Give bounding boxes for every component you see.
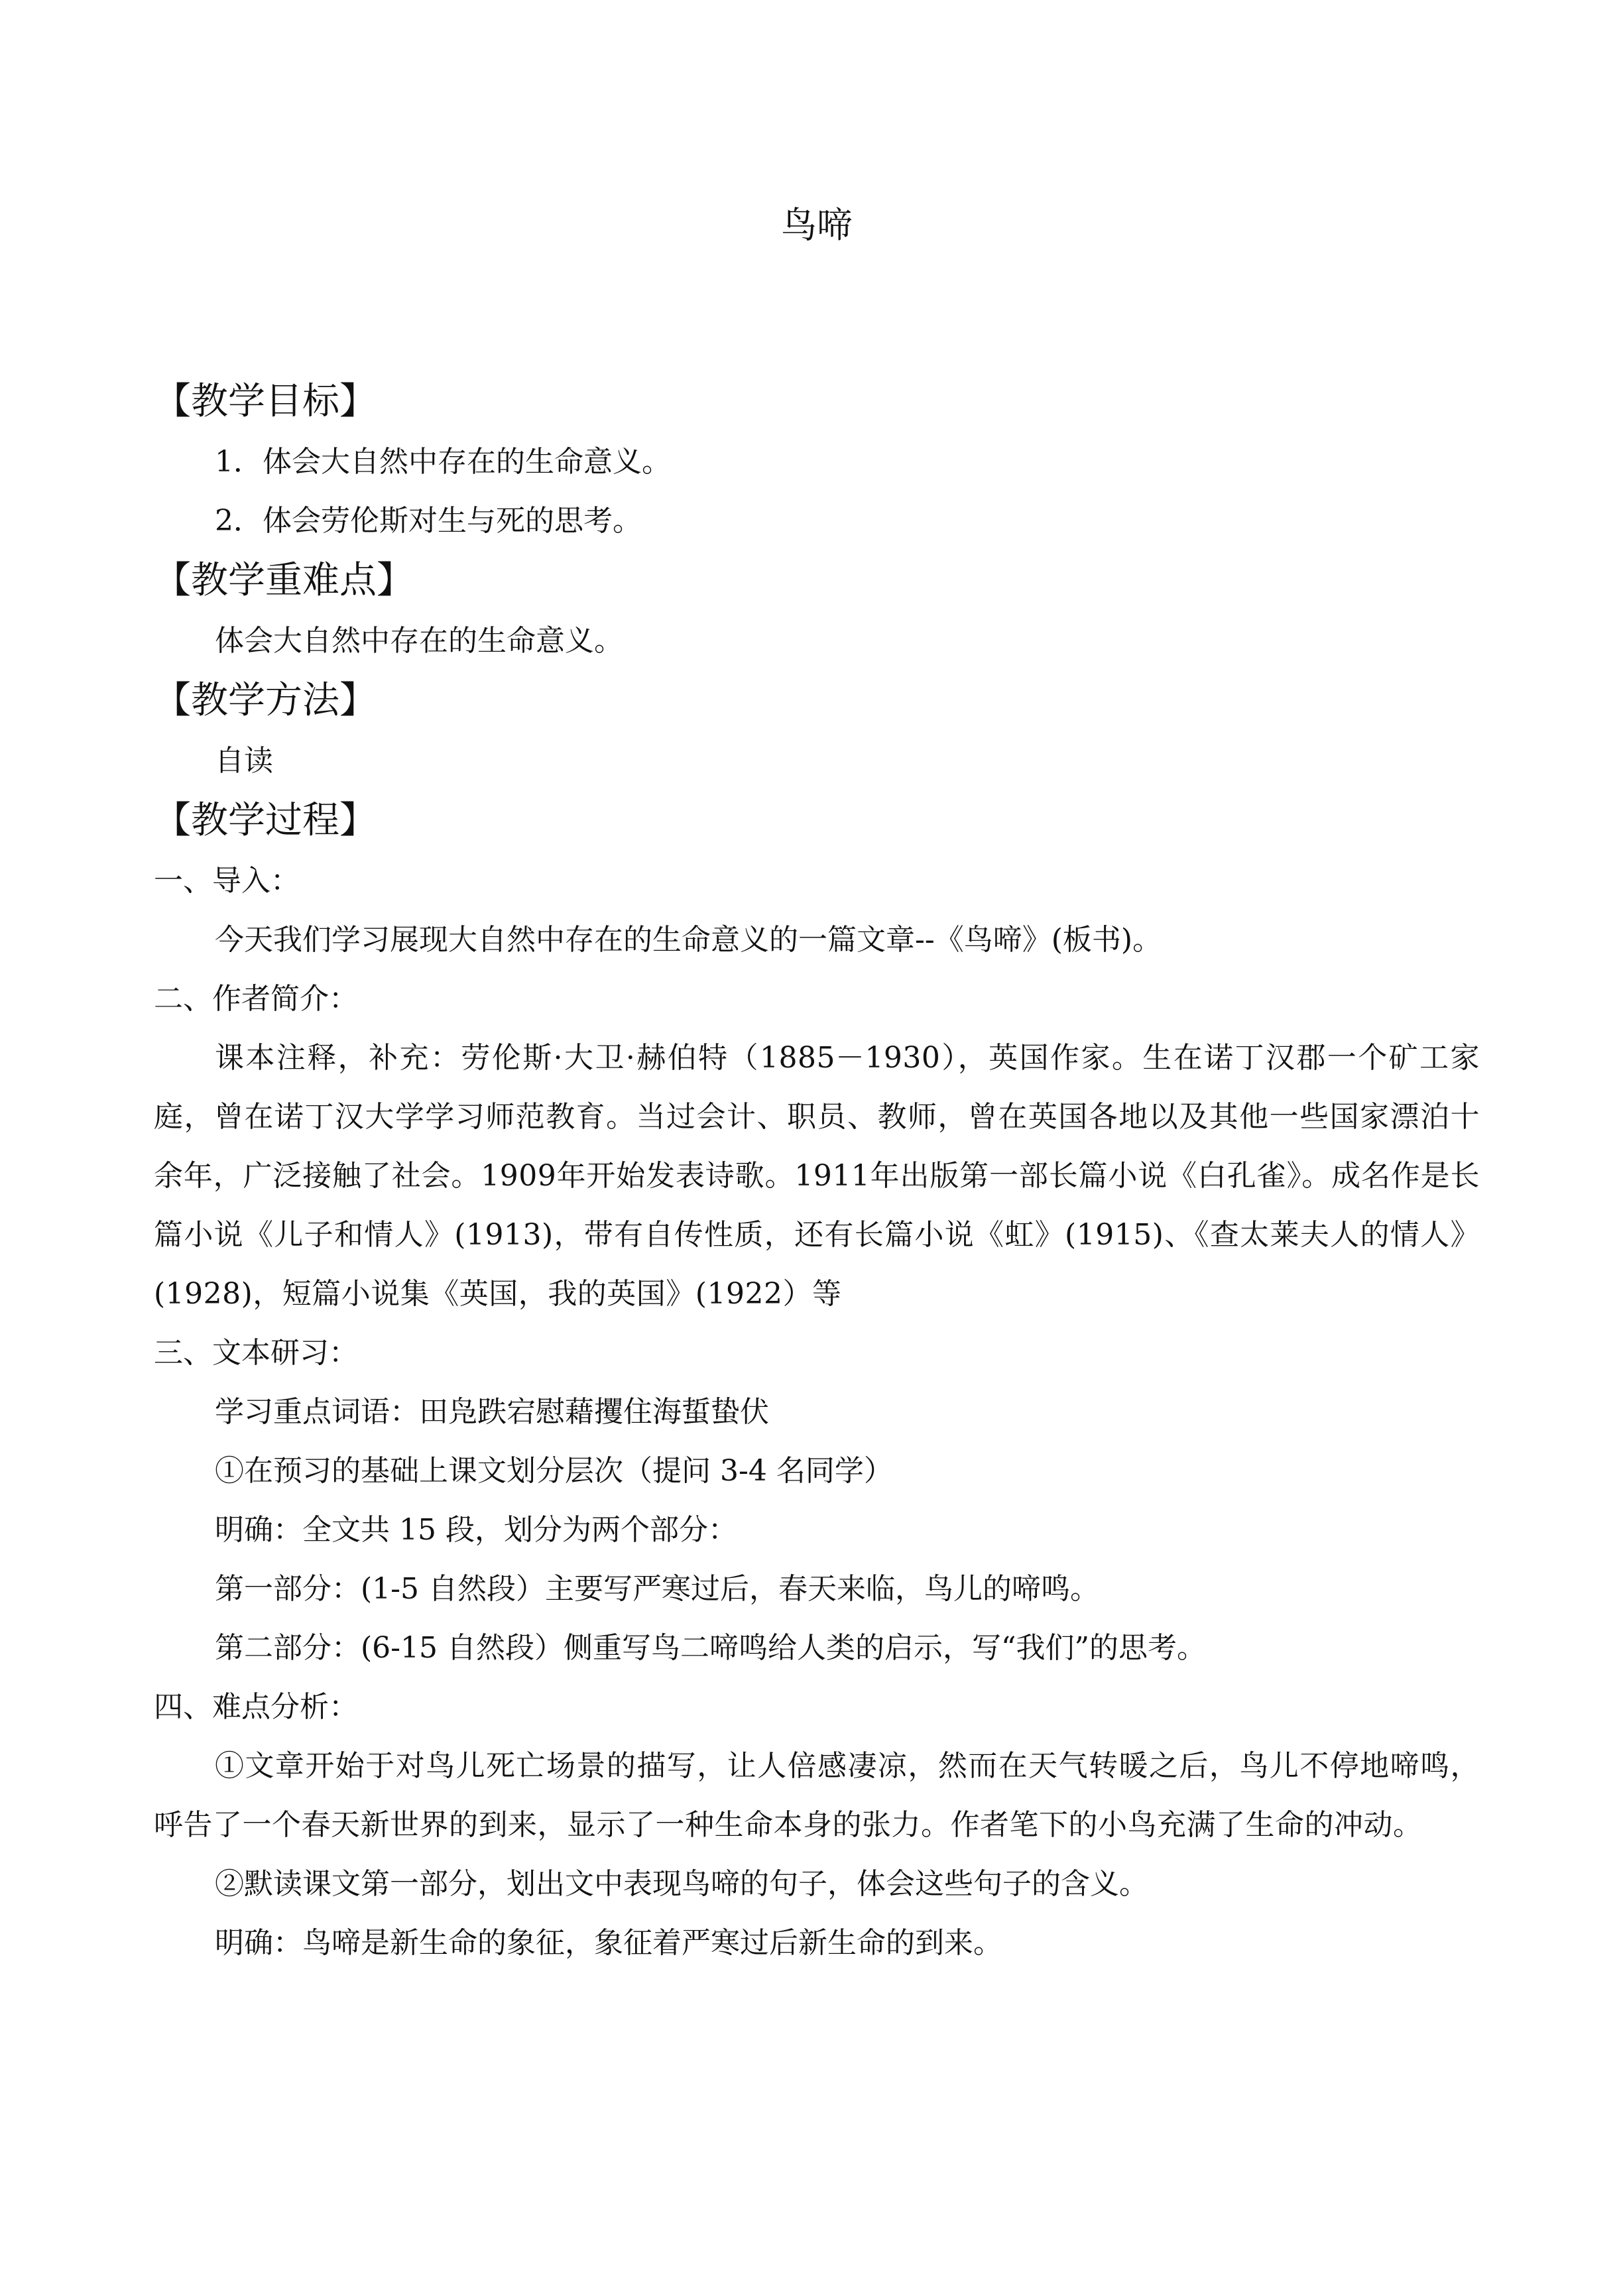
objective-item-1: 1．体会大自然中存在的生命意义。 [215, 445, 671, 479]
heading-key-points: 【教学重难点】 [154, 559, 414, 602]
study-line-4: 第一部分：(1-5 自然段）主要写严寒过后，春天来临，鸟儿的啼鸣。 [215, 1572, 1100, 1606]
objective-item-2: 2．体会劳伦斯对生与死的思考。 [215, 504, 642, 538]
key-points-text: 体会大自然中存在的生命意义。 [215, 624, 623, 658]
section-author-label: 二、作者简介： [154, 982, 358, 1016]
study-line-2: ①在预习的基础上课文划分层次（提问 3-4 名同学） [215, 1454, 893, 1488]
study-line-1: 学习重点词语：田凫跌宕慰藉攫住海蜇蛰伏 [215, 1395, 769, 1429]
analysis-paragraph-1: ①文章开始于对鸟儿死亡场景的描写，让人倍感凄凉，然而在天气转暖之后，鸟儿不停地啼鸣，呼告了一个春天新世界的到来，显示了一种生命本身的张力。作者笔下的小鸟充满了生命的冲动。 [154, 1749, 1480, 1842]
section-intro-text: 今天我们学习展现大自然中存在的生命意义的一篇文章--《鸟啼》(板书)。 [215, 923, 1162, 957]
heading-methods: 【教学方法】 [154, 679, 377, 722]
methods-text: 自读 [215, 744, 273, 778]
study-line-5: 第二部分：(6-15 自然段）侧重写鸟二啼鸣给人类的启示，写“我们”的思考。 [215, 1631, 1206, 1665]
analysis-line-2: ②默读课文第一部分，划出文中表现鸟啼的句子，体会这些句子的含义。 [215, 1867, 1148, 1901]
section-analysis-label: 四、难点分析： [154, 1690, 358, 1724]
section-author-text: 课本注释，补充：劳伦斯·大卫·赫伯特（1885－1930），英国作家。生在诺丁汉郡一个矿工家庭，曾在诺丁汉大学学习师范教育。当过会计、职员、教师，曾在英国各地以及其他一些国家漂泊十余年，广泛接触了社会。1909年开始发表诗歌。1911年出版第一部长篇小说《白孔雀》。成名作是长篇小说《儿子和情人》(1913)，带有自传性质，还有长篇小说《虹》(1915)、《查太莱夫人的情人》(1928)，短篇小说集《英国，我的英国》(1922）等 [154, 1041, 1480, 1311]
document-page [154, 199, 1480, 1972]
section-intro-label: 一、导入： [154, 864, 300, 898]
section-study-label: 三、文本研习： [154, 1336, 358, 1370]
study-line-3: 明确：全文共 15 段，划分为两个部分： [215, 1513, 737, 1547]
page-title: 鸟啼 [781, 204, 853, 246]
heading-process: 【教学过程】 [154, 799, 377, 842]
heading-objectives: 【教学目标】 [154, 380, 377, 423]
analysis-line-3: 明确：鸟啼是新生命的象征，象征着严寒过后新生命的到来。 [215, 1926, 1002, 1960]
